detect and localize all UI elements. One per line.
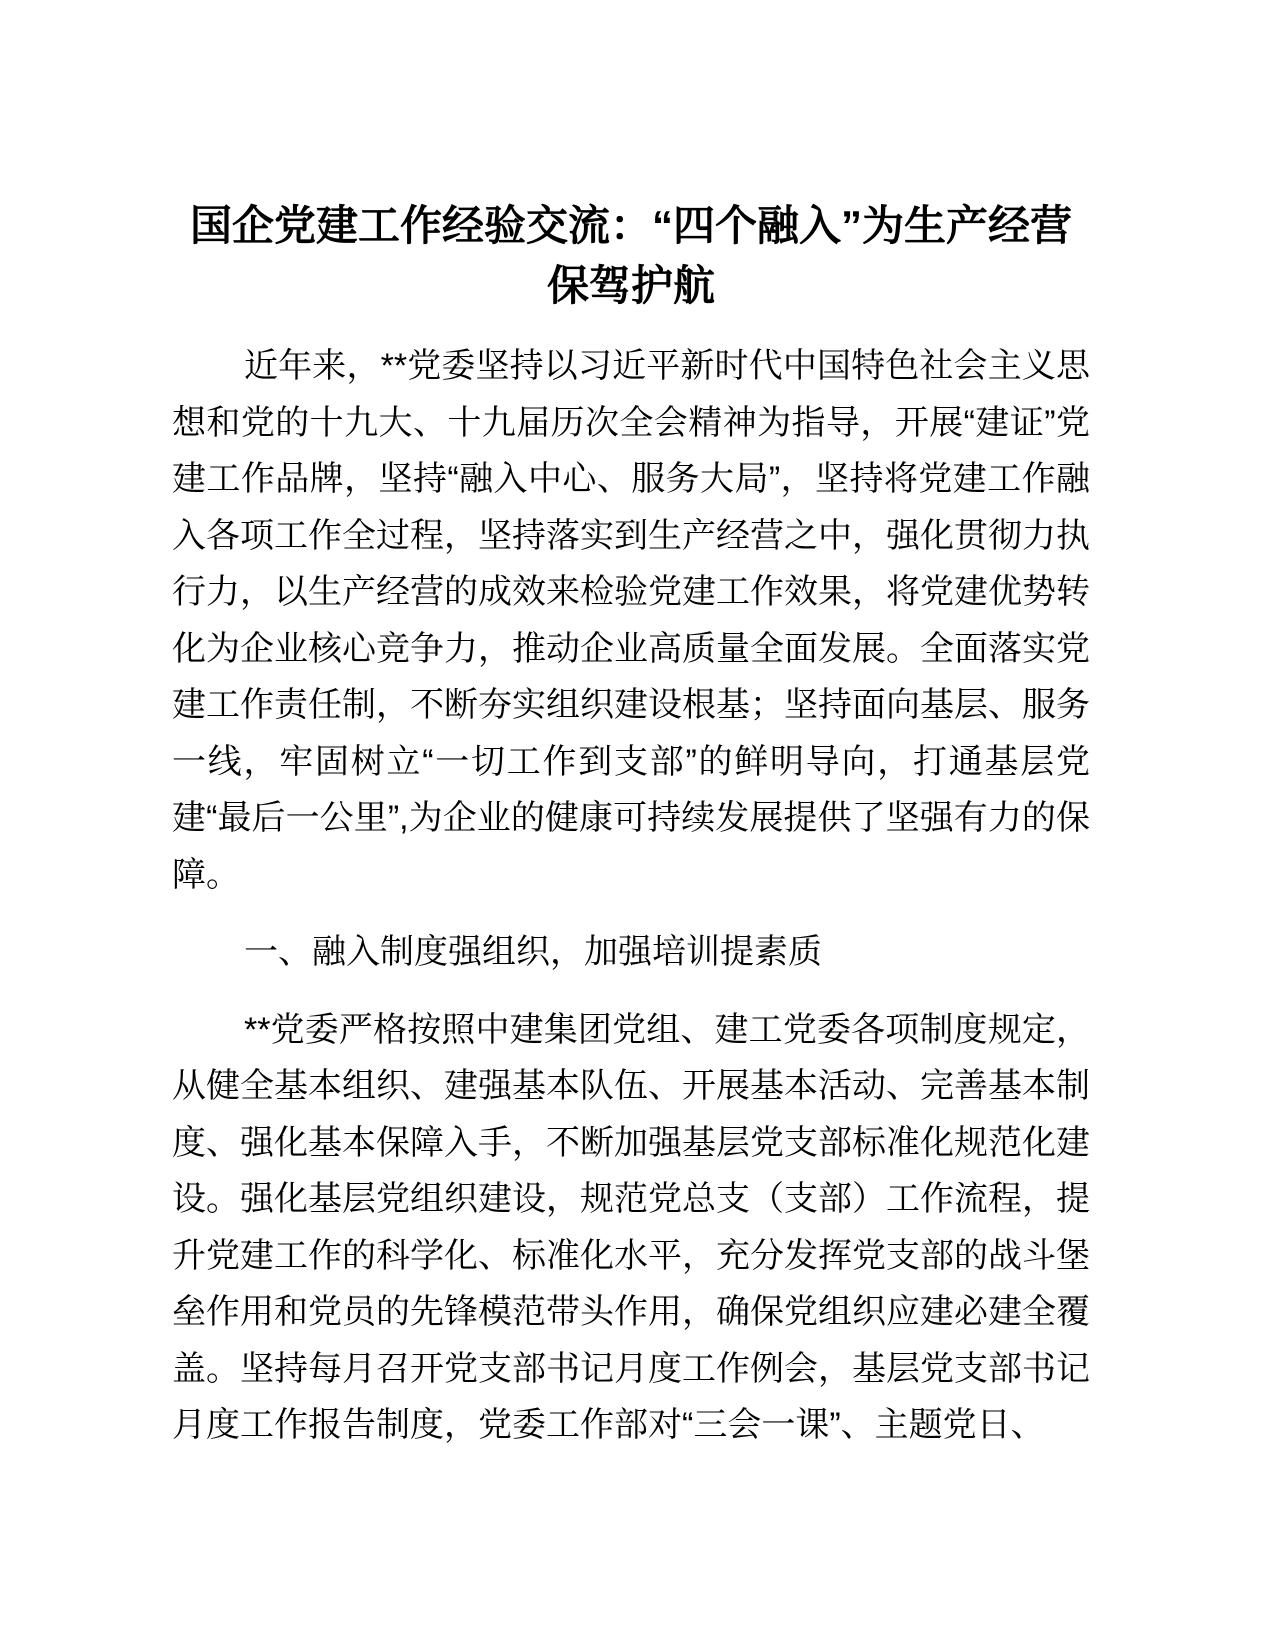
page-title: 国企党建工作经验交流：“四个融入”为生产经营保驾护航 — [189, 202, 1072, 309]
document-body — [172, 196, 1090, 1454]
section-heading-one: 一、融入制度强组织，加强培训提素质 — [244, 933, 822, 971]
section-one-paragraph: **党委严格按照中建集团党组、建工党委各项制度规定，从健全基本组织、建强基本队伍、开展基本活动、完善基本制度、强化基本保障入手，不断加强基层党支部标准化规范化建设。强化基层党组织建设，规范党总支（支部）工作流程，提升党建工作的科学化、标准化水平，充分发挥党支部的战斗堡垒作用和党员的先锋模范带头作用，确保党组织应建必建全覆盖。坚持每月召开党支部书记月度工作例会，基层党支部书记月度工作报告制度，党委工作部对“三会一课”、主题党日、 — [172, 1010, 1090, 1444]
intro-paragraph: 近年来，**党委坚持以习近平新时代中国特色社会主义思想和党的十九大、十九届历次全会精神为指导，开展“建证”党建工作品牌，坚持“融入中心、服务大局”，坚持将党建工作融入各项工作全过程，坚持落实到生产经营之中，强化贯彻力执行力，以生产经营的成效来检验党建工作效果，将党建优势转化为企业核心竞争力，推动企业高质量全面发展。全面落实党建工作责任制，不断夯实组织建设根基；坚持面向基层、服务一线，牢固树立“一切工作到支部”的鲜明导向，打通基层党建“最后一公里”,为企业的健康可持续发展提供了坚强有力的保障。 — [172, 347, 1090, 894]
